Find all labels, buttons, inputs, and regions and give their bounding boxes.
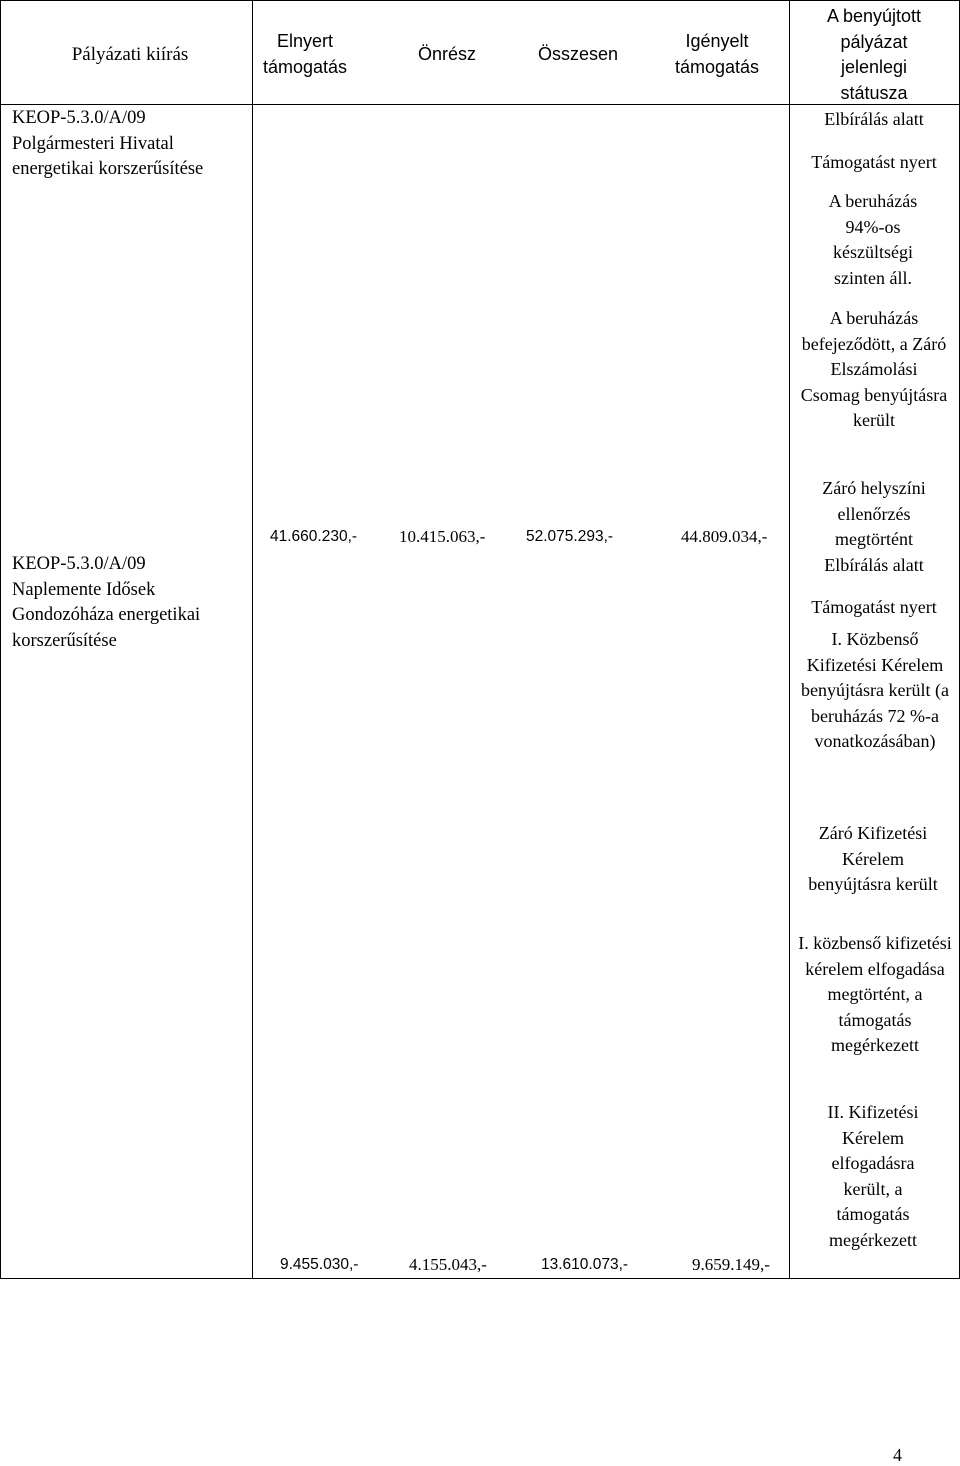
row1-won-support: 41.660.230,- — [270, 528, 358, 545]
header-total: Összesen — [537, 44, 619, 64]
row1-status-5: Záró helyszíni ellenőrzés megtörtént — [822, 478, 926, 549]
row2-total: 13.610.073,- — [541, 1256, 629, 1273]
header-requested-support: Igényelt támogatás — [674, 31, 760, 77]
header-own-share: Önrész — [417, 44, 477, 64]
row2-status-2: Támogatást nyert — [811, 597, 937, 617]
row1-status-2: Támogatást nyert — [811, 152, 937, 172]
table-top-border — [0, 0, 960, 1]
row2-status-4: Záró Kifizetési Kérelem benyújtásra került — [808, 823, 938, 894]
page-number: 4 — [893, 1445, 902, 1465]
row1-own-share: 10.415.063,- — [399, 527, 486, 546]
row1-status-1: Elbírálás alatt — [824, 109, 924, 129]
table-bottom-border — [0, 1278, 960, 1279]
header-won-support: Elnyert támogatás — [262, 31, 348, 77]
row1-status-4: A beruházás befejeződött, a Záró Elszámolási Csomag benyújtásra került — [800, 308, 948, 430]
row2-status-5: I. közbenső kifizetési kérelem elfogadása megtörtént, a támogatás megérkezett — [798, 933, 952, 1055]
row2-status-3: I. Közbenső Kifizetési Kérelem benyújtásra került (a beruházás 72 %-a vonatkozásában) — [801, 629, 949, 751]
column-divider-1 — [252, 0, 253, 1279]
row1-status-3: A beruházás 94%-os készültségi szinten áll. — [828, 191, 918, 288]
row2-status-1: Elbírálás alatt — [824, 555, 924, 575]
row2-requested-support: 9.659.149,- — [692, 1255, 770, 1274]
column-divider-2 — [789, 0, 790, 1279]
project-name-2: KEOP-5.3.0/A/09 Naplemente Idősek Gondozóháza energetikai korszerűsítése — [12, 554, 201, 651]
row2-status-6: II. Kifizetési Kérelem elfogadásra került, a támogatás megérkezett — [827, 1102, 919, 1250]
header-call: Pályázati kiírás — [71, 44, 189, 65]
header-status: A benyújtott pályázat jelenlegi státusza — [826, 6, 922, 103]
row1-requested-support: 44.809.034,- — [681, 527, 768, 546]
table-left-border — [0, 0, 1, 1279]
row2-own-share: 4.155.043,- — [409, 1255, 487, 1274]
row2-won-support: 9.455.030,- — [280, 1256, 359, 1273]
project-name-1: KEOP-5.3.0/A/09 Polgármesteri Hivatal energetikai korszerűsítése — [12, 108, 204, 179]
row1-total: 52.075.293,- — [526, 528, 614, 545]
